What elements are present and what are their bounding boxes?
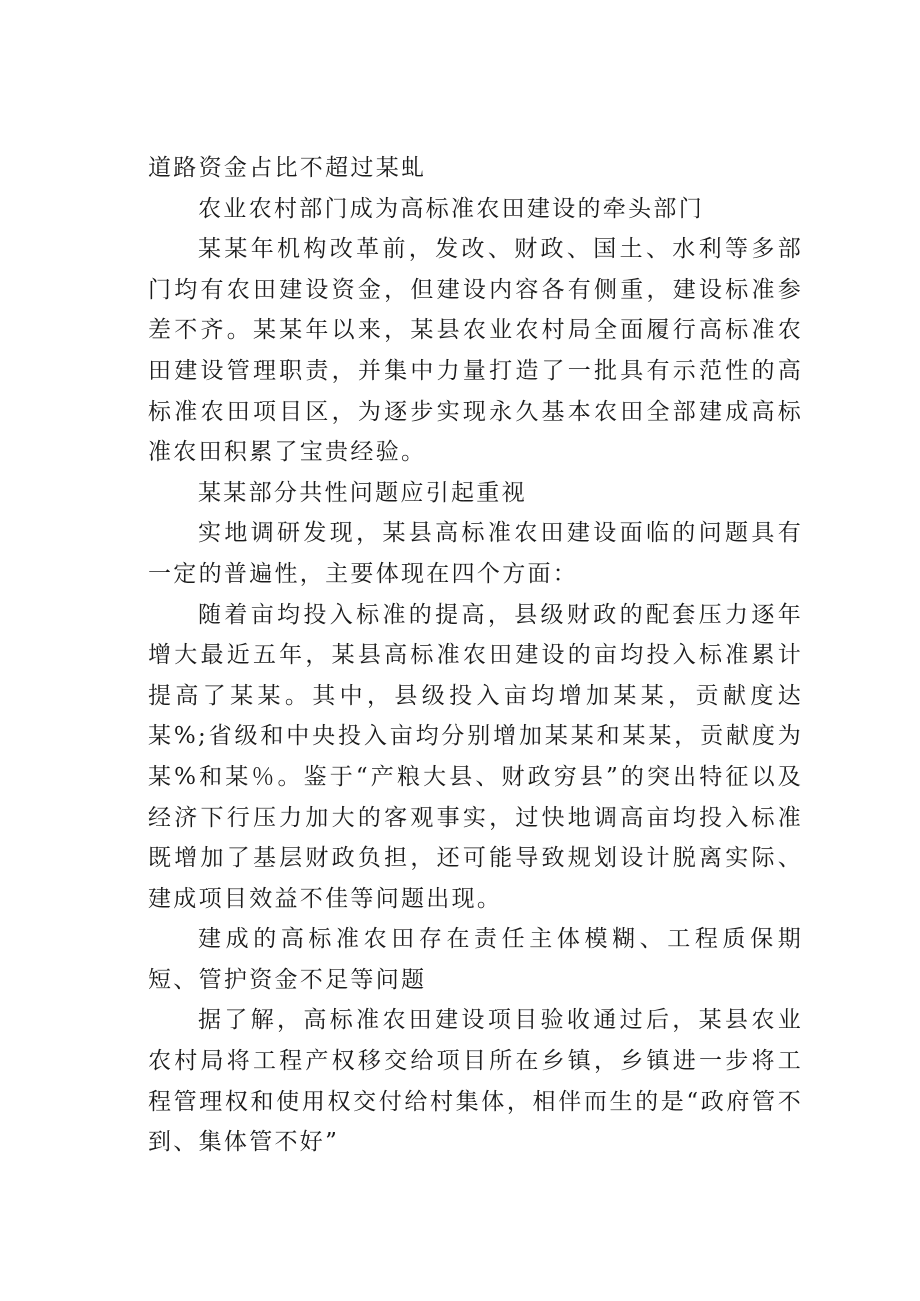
paragraph-reform: 某某年机构改革前，发改、财政、国土、水利等多部门均有农田建设资金，但建设内容各有侧重，建设标准参差不齐。某某年以来，某县农业农村局全面履行高标准农田建设管理职责，并集中力量打造了一批具有示范性的高标准农田项目区，为逐步实现永久基本农田全部建成高标准农田积累了宝贵经验。 (148, 236, 803, 466)
section-heading-common-problems: 某某部分共性问题应引起重视 (198, 479, 527, 506)
paragraph-investment-pressure: 随着亩均投入标准的提高，县级财政的配套压力逐年增大最近五年，某县高标准农田建设的亩均投入标准累计提高了某某。其中，县级投入亩均增加某某，贡献度达某%;省级和中央投入亩均分别增加某某和某某，贡献度为某%和某％。鉴于“产粮大县、财政穷县”的突出特征以及经济下行压力加大的客观事实，过快地调高亩均投入标准既增加了基层财政负担，还可能导致规划设计脱离实际、建成项目效益不佳等问题出现。 (148, 601, 803, 912)
section-heading-maintenance-issues: 建成的高标准农田存在责任主体模糊、工程质保期短、管护资金不足等问题 (148, 926, 803, 993)
section-heading-lead-department: 农业农村部门成为高标准农田建设的牵头部门 (198, 195, 704, 222)
paragraph-ownership-transfer: 据了解，高标准农田建设项目验收通过后，某县农业农村局将工程产权移交给项目所在乡镇，乡镇进一步将工程管理权和使用权交付给村集体，相伴而生的是“政府管不到、集体管不好” (148, 1007, 803, 1156)
paragraph-survey: 实地调研发现，某县高标准农田建设面临的问题具有一定的普遍性，主要体现在四个方面： (148, 520, 803, 587)
document-body (148, 148, 803, 1163)
paragraph-continuation: 道路资金占比不超过某虬 (148, 155, 427, 181)
